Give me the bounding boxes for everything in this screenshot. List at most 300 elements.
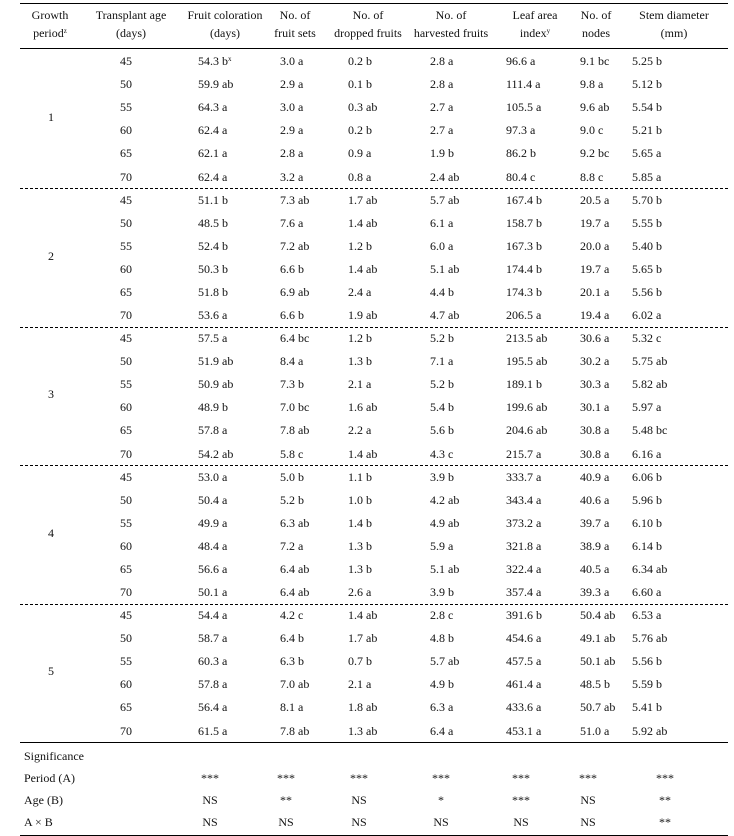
value-cell: 53.6 a [198,308,228,322]
value-cell: 40.5 a [580,561,610,576]
value-cell: 2.6 a [348,585,372,599]
value-cell: 2.4 a [348,284,372,299]
transplant-age-cell: 50 [120,492,132,507]
value-cell: 7.1 a [430,354,454,369]
value-cell: 2.9 a [280,77,304,92]
transplant-age-cell: 65 [120,284,132,299]
value-cell: 61.5 a [198,723,228,738]
growth-period-label: 5 [48,664,54,679]
significance-row-label: Period (A) [24,770,75,785]
value-cell: 215.7 a [506,446,542,461]
value-cell: 204.6 ab [506,423,548,438]
value-cell: 5.32 c [632,331,662,345]
value-cell: 5.56 b [632,284,662,299]
value-cell: 5.2 b [430,377,454,392]
value-cell: 4.2 c [280,608,304,622]
value-cell: 433.6 a [506,700,542,715]
transplant-age-cell: 65 [120,700,132,715]
value-cell: 0.1 b [348,77,372,92]
value-cell: 30.2 a [580,354,610,369]
value-cell: 6.06 b [632,469,662,484]
value-cell: 321.8 a [506,538,542,553]
value-cell: 86.2 b [506,146,536,161]
value-cell: 2.7 a [430,100,454,115]
column-header-line1: No. of [435,7,467,22]
value-cell: 167.3 b [506,238,542,253]
column-header [82,0,180,47]
value-cell: 48.5 b [198,215,228,230]
value-cell: 51.8 b [198,284,228,299]
value-cell: 0.8 a [348,169,372,184]
significance-value: *** [656,770,674,785]
significance-value: * [438,792,444,807]
transplant-age-cell: 70 [120,585,132,599]
value-cell: 3.9 b [430,469,454,484]
value-cell: 50.1 a [198,585,228,599]
value-cell: 64.3 a [198,100,228,115]
significance-row-label: A × B [24,814,53,829]
transplant-age-cell: 55 [120,654,132,669]
value-cell: 1.4 ab [348,215,378,230]
significance-value: *** [579,770,597,785]
value-cell: 80.4 c [506,169,536,184]
value-cell: 60.3 a [198,654,228,669]
value-cell: 391.6 b [506,608,542,622]
value-cell: 50.4 a [198,492,228,507]
value-cell: 167.4 b [506,192,542,207]
value-cell: 5.12 b [632,77,662,92]
value-cell: 50.3 b [198,261,228,276]
value-cell: 461.4 a [506,677,542,692]
value-cell: 57.5 a [198,331,228,345]
value-cell: 2.8 a [430,54,454,68]
value-cell: 105.5 a [506,100,542,115]
value-cell: 5.65 a [632,146,662,161]
value-cell: 51.0 a [580,723,610,738]
transplant-age-cell: 70 [120,446,132,461]
value-cell: 1.7 ab [348,631,378,646]
value-cell: 5.7 ab [430,192,460,207]
transplant-age-cell: 45 [120,331,132,345]
value-cell: 7.2 a [280,538,304,553]
value-cell: 6.1 a [430,215,454,230]
column-header [180,0,270,47]
value-cell: 5.25 b [632,54,662,68]
top-rule [20,3,728,4]
value-cell: 20.5 a [580,192,610,207]
value-cell: 5.7 ab [430,654,460,669]
value-cell: 174.4 b [506,261,542,276]
column-header-line1: No. of [352,7,384,22]
value-cell: 30.6 a [580,331,610,345]
value-cell: 6.6 b [280,308,304,322]
value-cell: 54.3 $b^x$ [198,54,232,68]
value-cell: 48.4 a [198,538,228,553]
value-cell: 1.4 ab [348,608,378,622]
transplant-age-cell: 60 [120,400,132,415]
significance-value: ** [659,792,671,807]
significance-row-label: Age (B) [24,792,63,807]
value-cell: 8.1 a [280,700,304,715]
value-cell: 0.2 b [348,54,372,68]
value-cell: 457.5 a [506,654,542,669]
value-cell: 4.9 ab [430,515,460,530]
value-cell: 56.4 a [198,700,228,715]
value-cell: 20.1 a [580,284,610,299]
growth-period-label: 2 [48,248,54,263]
significance-value: *** [350,770,368,785]
transplant-age-cell: 65 [120,423,132,438]
value-cell: 1.4 ab [348,261,378,276]
growth-period-label: 4 [48,525,54,540]
value-cell: 0.2 b [348,123,372,138]
value-cell: 199.6 ab [506,400,548,415]
column-header-line2: period$^z$ [33,25,67,40]
footnote-marker: x [228,55,232,63]
value-cell: 195.5 ab [506,354,548,369]
column-header-line2: fruit sets [274,25,316,40]
value-cell: 19.4 a [580,308,610,322]
transplant-age-cell: 50 [120,215,132,230]
footnote-marker: z [63,26,67,35]
value-cell: 2.7 a [430,123,454,138]
transplant-age-cell: 60 [120,677,132,692]
significance-value: NS [433,814,449,829]
value-cell: 4.3 c [430,446,454,461]
value-cell: 373.2 a [506,515,542,530]
transplant-age-cell: 55 [120,238,132,253]
value-cell: 2.8 a [280,146,304,161]
column-header-line1: Leaf area [512,7,558,22]
value-cell: 51.9 ab [198,354,234,369]
value-cell: 5.1 ab [430,261,460,276]
value-cell: 96.6 a [506,54,536,68]
value-cell: 1.0 b [348,492,372,507]
value-cell: 1.6 ab [348,400,378,415]
value-cell: 6.10 b [632,515,662,530]
significance-value: *** [201,770,219,785]
value-cell: 2.1 a [348,377,372,392]
value-cell: 8.4 a [280,354,304,369]
value-cell: 2.4 ab [430,169,460,184]
value-cell: 4.2 ab [430,492,460,507]
transplant-age-cell: 60 [120,261,132,276]
value-cell: 7.0 bc [280,400,310,415]
transplant-age-cell: 70 [120,723,132,738]
transplant-age-cell: 50 [120,77,132,92]
value-cell: 40.9 a [580,469,610,484]
significance-value: ** [280,792,292,807]
value-cell: 1.2 b [348,238,372,253]
value-cell: 322.4 a [506,561,542,576]
value-cell: 1.3 b [348,561,372,576]
transplant-age-cell: 60 [120,538,132,553]
value-cell: 5.2 b [430,331,454,345]
significance-value: NS [351,814,367,829]
value-cell: 4.7 ab [430,308,460,322]
value-cell: 454.6 a [506,631,542,646]
value-cell: 7.3 b [280,377,304,392]
value-cell: 49.1 ab [580,631,616,646]
value-cell: 4.8 b [430,631,454,646]
value-cell: 158.7 b [506,215,542,230]
value-cell: 189.1 b [506,377,542,392]
value-cell: 6.3 ab [280,515,310,530]
value-cell: 97.3 a [506,123,536,138]
column-header-line1: Fruit coloration [187,7,263,22]
value-cell: 5.96 b [632,492,662,507]
value-cell: 49.9 a [198,515,228,530]
value-cell: 51.1 b [198,192,228,207]
value-cell: 50.7 ab [580,700,616,715]
column-header-line2: (days) [116,25,146,40]
value-cell: 213.5 ab [506,331,548,345]
column-header-line1: Growth [31,7,69,22]
value-cell: 57.8 a [198,423,228,438]
value-cell: 30.8 a [580,423,610,438]
value-cell: 7.8 ab [280,423,310,438]
growth-period-label: 1 [48,110,54,125]
value-cell: 1.4 ab [348,446,378,461]
value-cell: 5.6 b [430,423,454,438]
column-header [498,0,572,47]
value-cell: 5.55 b [632,215,662,230]
value-cell: 7.0 ab [280,677,310,692]
value-cell: 5.70 b [632,192,662,207]
value-cell: 7.2 ab [280,238,310,253]
value-cell: 3.0 a [280,54,304,68]
significance-title: Significance [24,748,84,763]
significance-value: *** [512,792,530,807]
significance-value: NS [580,814,596,829]
value-cell: 2.2 a [348,423,372,438]
transplant-age-cell: 45 [120,192,132,207]
value-cell: 54.4 a [198,608,228,622]
bottom-rule [20,835,728,836]
value-cell: 53.0 a [198,469,228,484]
value-cell: 5.82 ab [632,377,668,392]
transplant-age-cell: 65 [120,561,132,576]
value-cell: 3.2 a [280,169,304,184]
value-cell: 9.0 c [580,123,604,138]
value-cell: 1.2 b [348,331,372,345]
transplant-age-cell: 45 [120,469,132,484]
value-cell: 1.9 ab [348,308,378,322]
value-cell: 5.54 b [632,100,662,115]
value-cell: 357.4 a [506,585,542,599]
value-cell: 39.3 a [580,585,610,599]
growth-period-label: 3 [48,387,54,402]
value-cell: 5.4 b [430,400,454,415]
value-cell: 1.1 b [348,469,372,484]
value-cell: 1.3 b [348,354,372,369]
value-cell: 62.1 a [198,146,228,161]
value-cell: 1.3 b [348,538,372,553]
header-rule [20,48,728,49]
value-cell: 19.7 a [580,261,610,276]
value-cell: 59.9 ab [198,77,234,92]
value-cell: 5.2 b [280,492,304,507]
value-cell: 0.7 b [348,654,372,669]
value-cell: 62.4 a [198,169,228,184]
significance-value: NS [202,792,218,807]
value-cell: 5.41 b [632,700,662,715]
significance-value: *** [277,770,295,785]
significance-rule [20,742,728,743]
value-cell: 6.4 bc [280,331,310,345]
value-cell: 58.7 a [198,631,228,646]
value-cell: 56.6 a [198,561,228,576]
value-cell: 62.4 a [198,123,228,138]
column-header-line2: index$^y$ [519,25,551,40]
footnote-marker: y [546,26,551,35]
value-cell: 5.8 c [280,446,304,461]
value-cell: 54.2 ab [198,446,234,461]
column-header [328,0,408,47]
column-header [20,0,80,47]
value-cell: 6.9 ab [280,284,310,299]
value-cell: 5.40 b [632,238,662,253]
value-cell: 52.4 b [198,238,228,253]
value-cell: 5.85 a [632,169,662,184]
transplant-age-cell: 50 [120,631,132,646]
significance-value: NS [278,814,294,829]
value-cell: 6.16 a [632,446,662,461]
significance-value: NS [351,792,367,807]
value-cell: 1.4 b [348,515,372,530]
value-cell: 1.8 ab [348,700,378,715]
value-cell: 39.7 a [580,515,610,530]
column-header-line2: harvested fruits [413,25,489,40]
value-cell: 5.48 bc [632,423,668,438]
value-cell: 6.6 b [280,261,304,276]
value-cell: 5.59 b [632,677,662,692]
value-cell: 5.92 ab [632,723,668,738]
transplant-age-cell: 70 [120,169,132,184]
significance-value: NS [513,814,529,829]
value-cell: 453.1 a [506,723,542,738]
value-cell: 1.3 ab [348,723,378,738]
value-cell: 9.1 bc [580,54,610,68]
value-cell: 38.9 a [580,538,610,553]
value-cell: 4.9 b [430,677,454,692]
transplant-age-cell: 45 [120,608,132,622]
value-cell: 6.3 a [430,700,454,715]
value-cell: 5.56 b [632,654,662,669]
value-cell: 2.9 a [280,123,304,138]
value-cell: 174.3 b [506,284,542,299]
column-header [622,0,726,47]
value-cell: 6.34 ab [632,561,668,576]
value-cell: 5.1 ab [430,561,460,576]
value-cell: 0.9 a [348,146,372,161]
value-cell: 5.0 b [280,469,304,484]
significance-value: *** [432,770,450,785]
value-cell: 50.9 ab [198,377,234,392]
value-cell: 206.5 a [506,308,542,322]
value-cell: 48.5 b [580,677,610,692]
value-cell: 6.3 b [280,654,304,669]
transplant-age-cell: 50 [120,354,132,369]
transplant-age-cell: 65 [120,146,132,161]
value-cell: 57.8 a [198,677,228,692]
transplant-age-cell: 55 [120,515,132,530]
column-header [568,0,624,47]
value-cell: 6.0 a [430,238,454,253]
value-cell: 30.8 a [580,446,610,461]
value-cell: 40.6 a [580,492,610,507]
value-cell: 1.9 b [430,146,454,161]
column-header [404,0,498,47]
value-cell: 5.9 a [430,538,454,553]
significance-value: NS [202,814,218,829]
value-cell: 50.1 ab [580,654,616,669]
column-header-line1: Stem diameter [639,7,709,22]
column-header-line2: nodes [582,25,610,40]
value-cell: 2.1 a [348,677,372,692]
transplant-age-cell: 70 [120,308,132,322]
column-header [262,0,328,47]
value-cell: 343.4 a [506,492,542,507]
value-cell: 4.4 b [430,284,454,299]
column-header-line2: (days) [210,25,240,40]
value-cell: 6.60 a [632,585,662,599]
column-header-line1: No. of [279,7,311,22]
column-header-line2: dropped fruits [334,25,402,40]
value-cell: 6.4 ab [280,585,310,599]
value-cell: 5.21 b [632,123,662,138]
value-cell: 6.4 ab [280,561,310,576]
value-cell: 2.8 a [430,77,454,92]
value-cell: 7.8 ab [280,723,310,738]
significance-value: *** [512,770,530,785]
value-cell: 3.0 a [280,100,304,115]
value-cell: 9.6 ab [580,100,610,115]
value-cell: 111.4 a [506,77,541,92]
value-cell: 6.4 b [280,631,304,646]
column-header-line1: Transplant age [95,7,167,22]
value-cell: 5.76 ab [632,631,668,646]
value-cell: 9.8 a [580,77,604,92]
value-cell: 5.75 ab [632,354,668,369]
column-header-line2: (mm) [660,25,688,40]
value-cell: 9.2 bc [580,146,610,161]
value-cell: 8.8 c [580,169,604,184]
value-cell: 7.3 ab [280,192,310,207]
value-cell: 1.7 ab [348,192,378,207]
value-cell: 6.53 a [632,608,662,622]
value-cell: 6.14 b [632,538,662,553]
value-cell: 6.02 a [632,308,662,322]
value-cell: 2.8 c [430,608,454,622]
significance-value: ** [659,814,671,829]
value-cell: 20.0 a [580,238,610,253]
value-cell: 48.9 b [198,400,228,415]
value-cell: 5.65 b [632,261,662,276]
transplant-age-cell: 45 [120,54,132,68]
significance-value: NS [580,792,596,807]
value-cell: 6.4 a [430,723,454,738]
value-cell: 5.97 a [632,400,662,415]
value-cell: 50.4 ab [580,608,616,622]
transplant-age-cell: 60 [120,123,132,138]
transplant-age-cell: 55 [120,377,132,392]
value-cell: 0.3 ab [348,100,378,115]
value-cell: 19.7 a [580,215,610,230]
value-cell: 333.7 a [506,469,542,484]
value-cell: 7.6 a [280,215,304,230]
value-cell: 30.3 a [580,377,610,392]
